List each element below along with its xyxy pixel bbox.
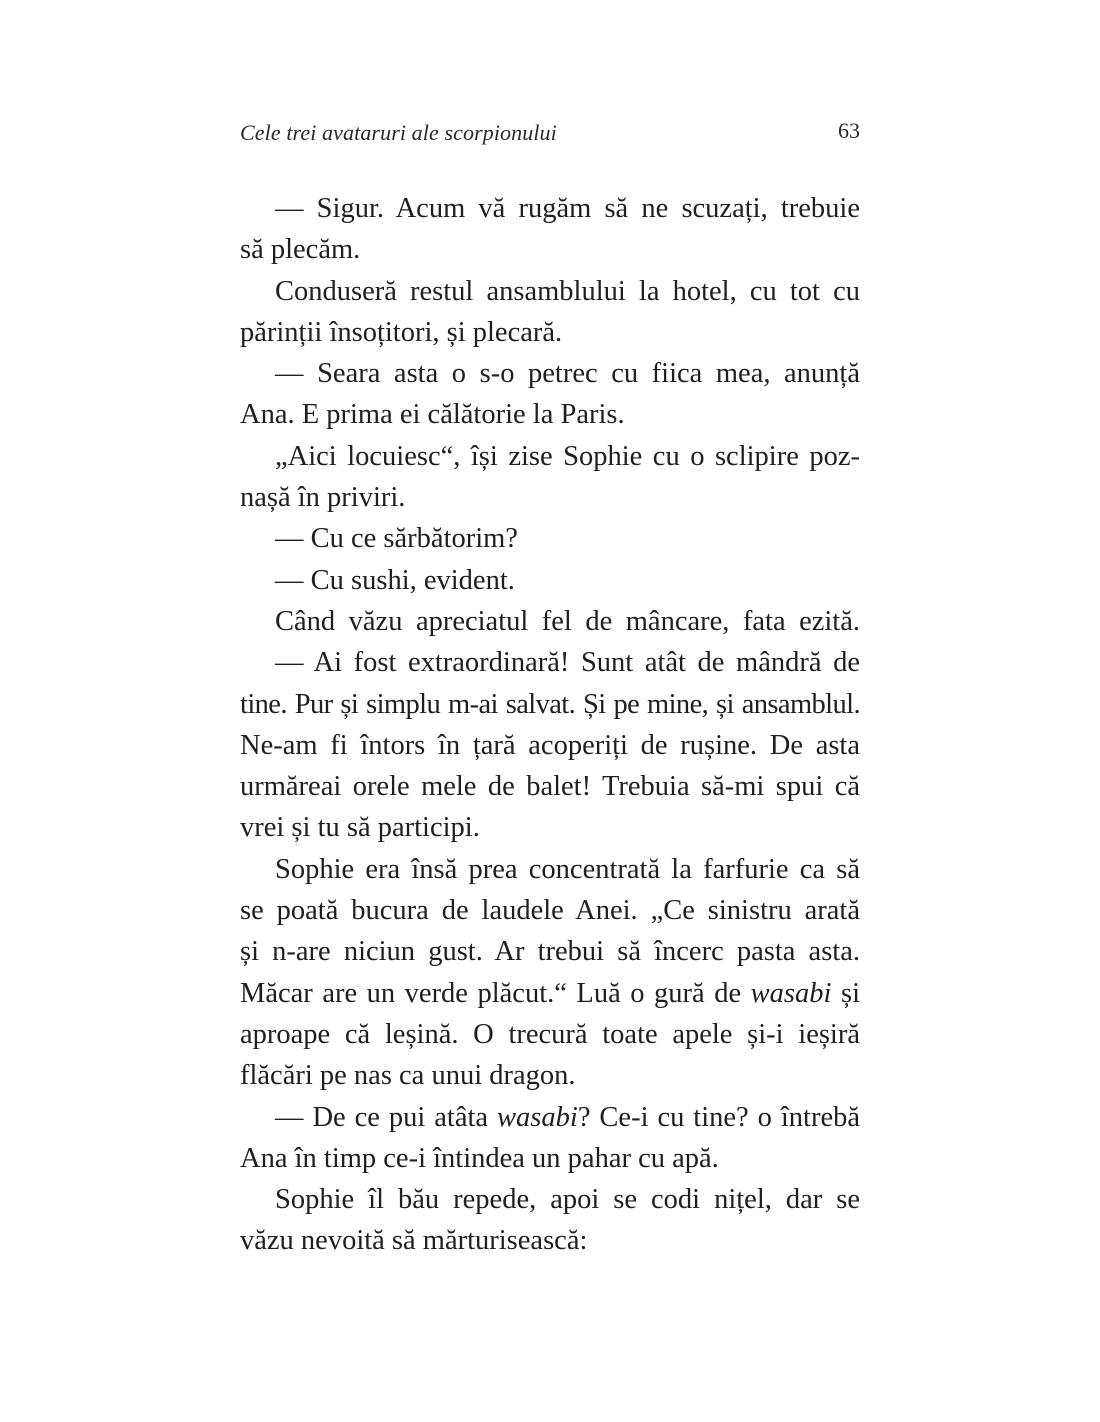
text-line: Când văzu apreciatul fel de mâncare, fata ezită. bbox=[275, 605, 860, 637]
text-line: tine. Pur și simplu m-ai salvat. Și pe mine, și ansamblul. bbox=[240, 688, 860, 720]
body-text bbox=[240, 188, 860, 1262]
text-line: văzu nevoită să mărturisească: bbox=[240, 1225, 588, 1257]
text-line: Ana. E prima ei călătorie la Paris. bbox=[240, 399, 625, 431]
text-line: flăcări pe nas ca unui dragon. bbox=[240, 1060, 576, 1092]
text-line: vrei și tu să participi. bbox=[240, 812, 480, 844]
text-line: Sophie îl bău repede, apoi se codi nițel, dar se bbox=[275, 1184, 860, 1216]
text-segment: Măcar are un verde plăcut.“ Luă o gură de bbox=[240, 977, 751, 1009]
text-line: și n-are niciun gust. Ar trebui să încerc pasta asta. bbox=[240, 936, 860, 968]
italic-word: wasabi bbox=[750, 977, 832, 1009]
text-line: „Aici locuiesc“, își zise Sophie cu o sclipire poz- bbox=[275, 440, 860, 472]
text-line: aproape că leșină. O trecură toate apele și-i ieșiră bbox=[240, 1018, 860, 1050]
page-number: 63 bbox=[838, 118, 860, 143]
text-line: urmăreai orele mele de balet! Trebuia să-mi spui că bbox=[240, 771, 860, 803]
running-header-title: Cele trei avataruri ale scorpionului bbox=[240, 120, 557, 145]
text-line bbox=[240, 1097, 860, 1138]
text-line: — Cu sushi, evident. bbox=[275, 564, 515, 596]
text-segment: — De ce pui atâta bbox=[275, 1101, 498, 1133]
text-line: Ana în timp ce-i întindea un pahar cu apă. bbox=[240, 1142, 719, 1174]
text-line: — Sigur. Acum vă rugăm să ne scuzați, trebuie bbox=[275, 193, 860, 224]
text-line bbox=[240, 973, 860, 1014]
text-line: — Cu ce sărbătorim? bbox=[275, 523, 518, 555]
text-line: se poată bucura de laudele Anei. „Ce sinistru arată bbox=[240, 895, 860, 927]
text-line: — Ai fost extraordinară! Sunt atât de mândră de bbox=[275, 647, 860, 679]
text-line: nașă în priviri. bbox=[240, 482, 406, 514]
text-line: Ne-am fi întors în țară acoperiți de rușine. De asta bbox=[240, 729, 860, 761]
text-segment: și bbox=[831, 977, 860, 1009]
text-segment: ? Ce-i cu tine? o întrebă bbox=[577, 1101, 860, 1133]
italic-word: wasabi bbox=[497, 1101, 578, 1133]
text-line: părinții însoțitori, și plecară. bbox=[240, 316, 563, 348]
text-line: Sophie era însă prea concentrată la farfurie ca să bbox=[275, 853, 860, 885]
text-line: să plecăm. bbox=[240, 234, 361, 266]
text-line: Conduseră restul ansamblului la hotel, cu tot cu bbox=[275, 275, 860, 307]
text-line: — Seara asta o s-o petrec cu fiica mea, anunță bbox=[275, 358, 860, 390]
